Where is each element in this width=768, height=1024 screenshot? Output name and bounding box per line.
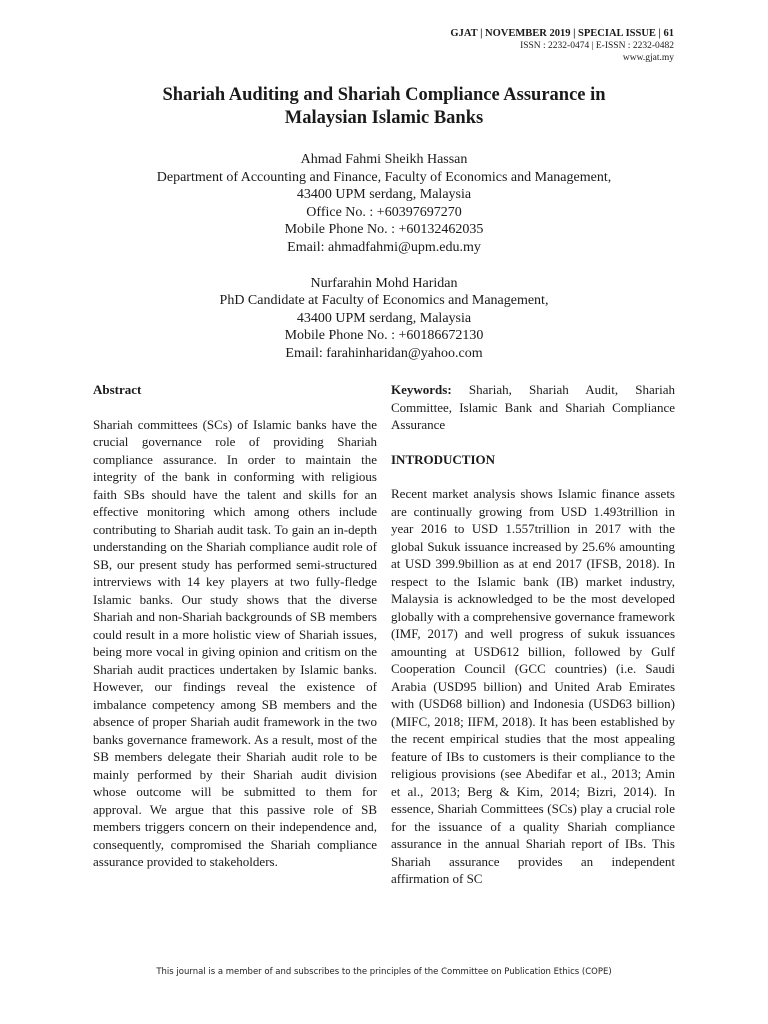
author1-mobile-phone: Mobile Phone No. : +60132462035 <box>284 222 484 238</box>
right-column <box>391 381 675 888</box>
author2-mobile-phone: Mobile Phone No. : +60186672130 <box>284 328 484 344</box>
author2-affiliation: PhD Candidate at Faculty of Economics and Management, <box>219 293 549 309</box>
paper-title <box>60 84 708 130</box>
title-line-2: Malaysian Islamic Banks <box>284 108 484 128</box>
author1-address: 43400 UPM serdang, Malaysia <box>296 187 472 203</box>
author2-address: 43400 UPM serdang, Malaysia <box>296 310 472 326</box>
abstract-heading: Abstract <box>93 382 142 397</box>
cope-footer: This journal is a member of and subscribes to the principles of the Committee on Publication Ethics (COPE) <box>156 967 612 977</box>
introduction-text: Recent market analysis shows Islamic finance assets are continually growing from USD 1.493trillion in year 2016 to USD 1.557trillion in 2017 with the global Sukuk issuance increased by 25.6% amounting at USD 399.9billion as at end 2017 (IFSB, 2018). In respect to the Islamic bank (IB) market industry, Malaysia is acknowledged to be the most developed globally with a comprehensive governance framework (IMF, 2017) and well progress of sukuk issuances amounting at USD612 billion, followed by Gulf Cooperation Council (GCC countries) (i.e. Saudi Arabia (USD95 billion) and United Arab Emirates with (USD68 billion) and Indonesia (USD63 billion) (MIFC, 2018; IIFM, 2018). It has been established by the recent empirical studies that the most appealing feature of IBs to customers is their compliance to the religious provisions (see Abedifar et al., 2013; Amin et al., 2013; Berg & Kim, 2014; Bizri, 2014). In essence, Shariah Committees (SCs) play a crucial role for the issuance of a quality Shariah compliance assurance in the annual Shariah report of IBs. This Shariah assurance provides an independent affirmation of SC <box>391 486 675 886</box>
issn-line: ISSN : 2232-0474 | E-ISSN : 2232-0482 <box>520 41 674 51</box>
keywords-text: Shariah, Shariah Audit, Shariah Committee, Islamic Bank and Shariah Compliance Assurance <box>391 382 675 432</box>
author1-affiliation: Department of Accounting and Finance, Faculty of Economics and Management, <box>156 169 612 185</box>
author1-office-phone: Office No. : +60397697270 <box>306 204 462 220</box>
abstract-text: Shariah committees (SCs) of Islamic banks have the crucial governance role of providing Shariah compliance assurance. In order to maintain the integrity of the bank in conforming with religious faith SBs should have the talent and skills for an effective monitoring which among others include contributing to Shariah audit task. To gain an in-depth understanding on the Shariah compliance audit role of SB, our present study has performed semi-structured intrerviews with 14 key players at two fully-fledge Islamic banks. Our study shows that the diverse Shariah and non-Shariah backgrounds of SB members could result in a more holistic view of Shariah issues, being more vocal in giving opinion and critism on the Shariah audit practices undertaken by Islamic banks. However, our findings reveal the existence of imbalance competency among SB members and the absence of proper Shariah audit framework in the two banks governance framework. As a result, most of the SB members delegate their Shariah audit role to be mainly performed by their Shariah audit division whose outcome will be submitted to them for approval. We argue that this passive role of SB members triggers concern on their independence and, consequently, compromised the Shariah compliance assurance provided to stakeholders. <box>93 416 377 869</box>
journal-url: www.gjat.my <box>622 53 674 63</box>
author-block <box>60 151 708 363</box>
journal-issue-line: GJAT | NOVEMBER 2019 | SPECIAL ISSUE | 61 <box>450 28 674 39</box>
author1-email: Email: ahmadfahmi@upm.edu.my <box>287 239 481 255</box>
left-column <box>93 381 377 871</box>
title-line-1: Shariah Auditing and Shariah Compliance Assurance in <box>162 85 606 105</box>
running-header <box>450 28 674 64</box>
keywords-label: Keywords: <box>391 382 452 397</box>
introduction-heading: INTRODUCTION <box>391 451 496 467</box>
author1-name: Ahmad Fahmi Sheikh Hassan <box>300 152 468 167</box>
author2-name: Nurfarahin Mohd Haridan <box>310 275 458 291</box>
keywords <box>391 381 675 434</box>
author2-email: Email: farahinharidan@yahoo.com <box>285 345 483 361</box>
